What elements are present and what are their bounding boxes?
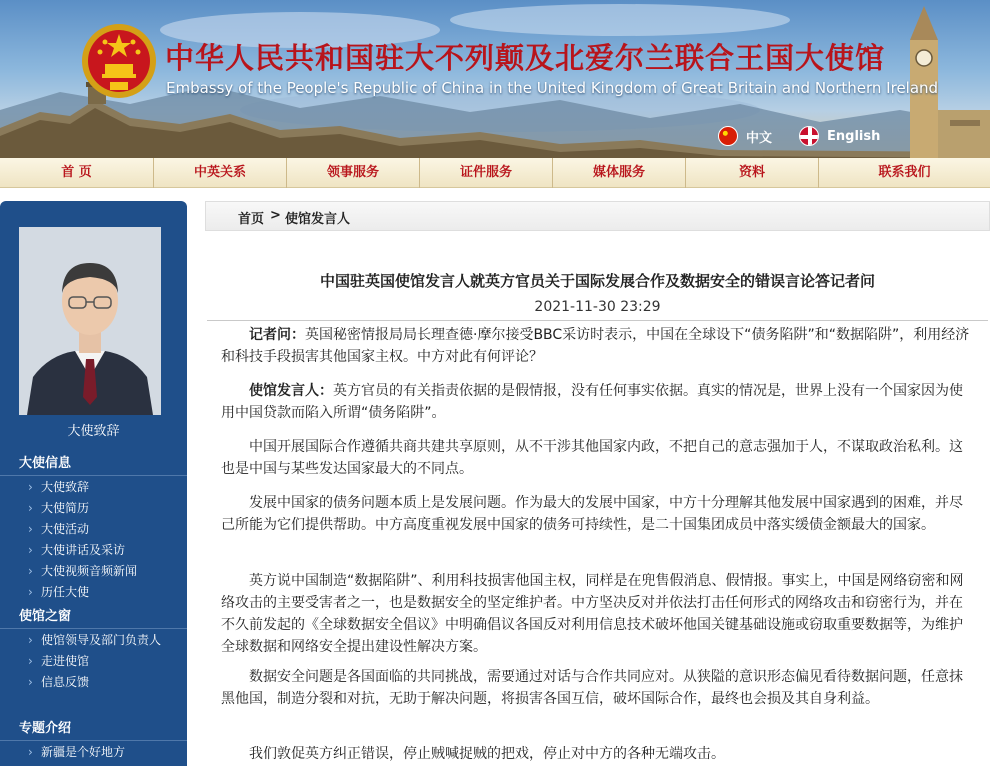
lang-chinese-label: 中文 xyxy=(746,130,773,146)
breadcrumb-current[interactable]: 使馆发言人 xyxy=(285,212,351,227)
question-label: 记者问： xyxy=(249,327,305,343)
embassy-window-list xyxy=(26,630,186,693)
question-text: 英国秘密情报局局长理查德·摩尔接受BBC采访时表示，中国在全球设下“债务陷阱”和“数据陷阱”，利用经济和科技手段损害其他国家主权。中方对此有何评论？ xyxy=(221,327,970,365)
sidebar-item-about-embassy[interactable]: › 走进使馆 xyxy=(26,651,186,672)
header-banner xyxy=(0,0,990,158)
ambassador-portrait-icon xyxy=(19,227,161,415)
title-divider xyxy=(207,320,988,321)
answer-text: 英方官员的有关指责依据的是假情报，没有任何事实依据。真实的情况是，世界上没有一个国家因为使用中国贷款而陷入所谓“债务陷阱”。 xyxy=(221,383,963,421)
sidebar-item-ambassador-activities[interactable]: › 大使活动 xyxy=(26,519,186,540)
article-paragraph: 发展中国家的债务问题本质上是发展问题。作为最大的发展中国家，中方十分理解其他发展中国家遇到的困难，并尽己所能为它们提供帮助。中方高度重视发展中国家的债务可持续性，是二十国集团成员中落实缓债金额最大的国家。 xyxy=(221,495,963,533)
sidebar-item-ambassador-interviews[interactable]: › 大使讲话及采访 xyxy=(26,540,186,561)
nav-china-uk-relations[interactable]: 中英关系 xyxy=(154,158,287,188)
national-emblem-icon xyxy=(80,22,158,100)
photo-caption[interactable]: 大使致辞 xyxy=(67,424,120,439)
sidebar-item-xinjiang[interactable]: › 新疆是个好地方 xyxy=(26,742,186,763)
breadcrumb-home[interactable]: 首页 xyxy=(238,212,265,227)
embassy-title-en: Embassy of the People's Republic of China in the United Kingdom of Great Britain and Northern Ireland xyxy=(166,79,939,97)
breadcrumb xyxy=(205,201,990,231)
special-topics-list xyxy=(26,742,186,763)
lang-chinese-link[interactable] xyxy=(718,126,772,146)
sidebar-item-ambassador-video-news[interactable]: › 大使视频音频新闻 xyxy=(26,561,186,582)
ambassador-photo[interactable] xyxy=(19,227,161,415)
sidebar xyxy=(0,201,187,766)
article-paragraph: 英方说中国制造“数据陷阱”、利用科技损害他国主权，同样是在兜售假消息、假情报。事实上，中国是网络窃密和网络攻击的主要受害者之一，也是数据安全的坚定维护者。中方坚决反对并依法打击任何形式的网络攻击和窃密行为，并在不久前发起的《全球数据安全倡议》中明确倡议各国反对利用信息技术破坏他国关键基础设施或窃取重要数据等，为维护全球数据和网络安全提出建设性解决方案。 xyxy=(221,573,964,655)
article-answer xyxy=(221,380,976,424)
article-paragraph: 我们敦促英方纠正错误，停止贼喊捉贼的把戏，停止对中方的各种无端攻击。 xyxy=(249,746,725,762)
main-nav xyxy=(0,158,990,188)
article-title: 中国驻英国使馆发言人就英方官员关于国际发展合作及数据安全的错误言论答记者问 xyxy=(319,272,875,290)
breadcrumb-separator: > xyxy=(270,208,281,223)
nav-document-services[interactable]: 证件服务 xyxy=(420,158,553,188)
sidebar-item-ambassador-bio[interactable]: › 大使简历 xyxy=(26,498,186,519)
sidebar-item-feedback[interactable]: › 信息反馈 xyxy=(26,672,186,693)
nav-home[interactable]: 首 页 xyxy=(0,158,154,188)
embassy-title-cn: 中华人民共和国驻大不列颠及北爱尔兰联合王国大使馆 xyxy=(165,41,886,75)
section-embassy-window[interactable]: 使馆之窗 xyxy=(0,605,187,629)
nav-contact-us[interactable]: 联系我们 xyxy=(878,165,931,180)
section-special-topics[interactable]: 专题介绍 xyxy=(0,717,187,741)
sidebar-item-ambassador-speech[interactable]: › 大使致辞 xyxy=(26,477,186,498)
lang-english-label: English xyxy=(827,128,881,144)
sidebar-item-former-ambassadors[interactable]: › 历任大使 xyxy=(26,582,186,603)
nav-resources[interactable]: 资料 xyxy=(686,158,819,188)
nav-consular-services[interactable]: 领事服务 xyxy=(287,158,420,188)
china-flag-icon xyxy=(718,126,738,146)
ambassador-info-list xyxy=(26,477,186,603)
section-ambassador-info[interactable]: 大使信息 xyxy=(0,452,187,476)
sidebar-item-embassy-leaders[interactable]: › 使馆领导及部门负责人 xyxy=(26,630,186,651)
article-date: 2021-11-30 23:29 xyxy=(534,299,661,315)
article-paragraph: 数据安全问题是各国面临的共同挑战，需要通过对话与合作共同应对。从狭隘的意识形态偏见看待数据问题，任意抹黑他国，制造分裂和对抗，无助于解决问题，将损害各国互信，破坏国际合作，最终也会损及其自身利益。 xyxy=(221,669,963,707)
lang-english-link[interactable] xyxy=(799,126,880,146)
article-paragraph: 中国开展国际合作遵循共商共建共享原则，从不干涉其他国家内政，不把自己的意志强加于人，不谋取政治私利。这也是中国与某些发达国家最大的不同点。 xyxy=(221,439,963,477)
article-question xyxy=(221,324,976,368)
uk-flag-icon xyxy=(799,126,819,146)
nav-media-services[interactable]: 媒体服务 xyxy=(553,158,686,188)
answer-label: 使馆发言人： xyxy=(249,383,333,399)
